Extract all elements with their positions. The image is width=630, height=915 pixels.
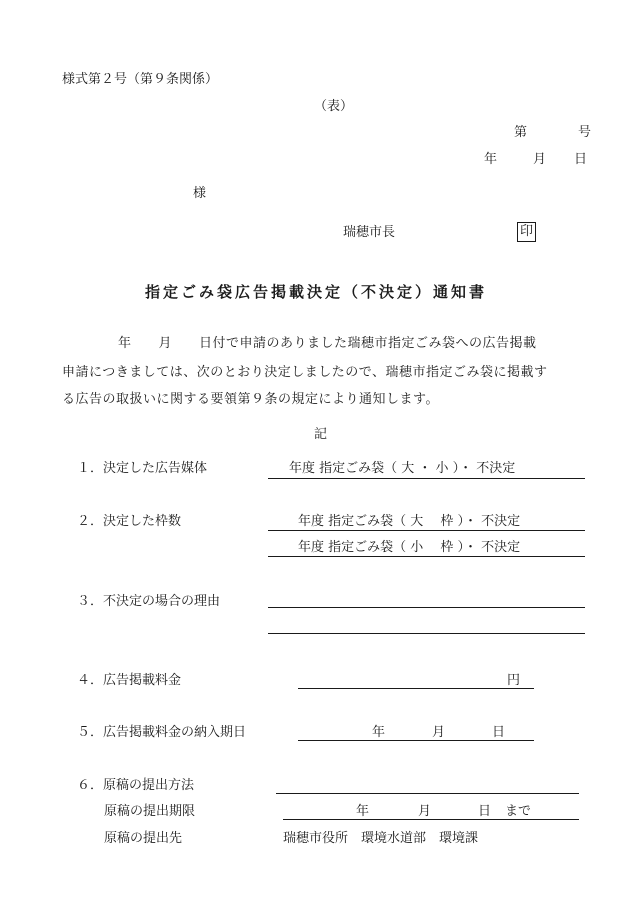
- item5-underline: [298, 740, 534, 741]
- item2-label: ２．決定した枠数: [77, 514, 182, 529]
- number-go: 号: [578, 125, 592, 140]
- item3-underline-2: [268, 633, 585, 634]
- issuer: 瑞穂市長: [343, 225, 396, 240]
- form-label: 様式第２号（第９条関係）: [62, 72, 219, 87]
- item6-deadline-day: 日: [478, 804, 492, 819]
- item6-deadline-until: まで: [505, 804, 532, 819]
- item6-destination-value: 瑞穂市役所 環境水道部 環境課: [283, 831, 479, 846]
- item4-underline: [298, 688, 534, 689]
- addressee-suffix: 様: [193, 186, 207, 201]
- item5-label: ５．広告掲載料金の納入期日: [77, 725, 247, 740]
- item3-label: ３．不決定の場合の理由: [77, 594, 221, 609]
- date-year: 年: [484, 152, 498, 167]
- item6-deadline-label: 原稿の提出期限: [104, 804, 196, 819]
- item2-underline-2: [268, 556, 585, 557]
- item5-day: 日: [492, 725, 506, 740]
- body-line-3: る広告の取扱いに関する要領第９条の規定により通知します。: [62, 392, 439, 407]
- seal-mark: 印: [517, 222, 536, 242]
- item3-underline-1: [268, 607, 585, 608]
- item6-label: ６．原稿の提出方法: [77, 778, 195, 793]
- item1-underline: [268, 478, 585, 479]
- date-month: 月: [533, 152, 547, 167]
- item2-value-small: 年度 指定ごみ袋（ 小 枠 ）・ 不決定: [298, 540, 521, 555]
- document-title: 指定ごみ袋広告掲載決定（不決定）通知書: [145, 283, 488, 301]
- item6-method-underline: [276, 793, 579, 794]
- item6-deadline-year: 年: [356, 804, 370, 819]
- body-line-2: 申請につきましては、次のとおり決定しましたので、瑞穂市指定ごみ袋に掲載す: [62, 365, 548, 380]
- item5-year: 年: [372, 725, 386, 740]
- item6-deadline-underline: [283, 819, 579, 820]
- item6-destination-label: 原稿の提出先: [104, 831, 183, 846]
- item4-unit: 円: [507, 673, 521, 688]
- item4-label: ４．広告掲載料金: [77, 673, 182, 688]
- item6-deadline-month: 月: [418, 804, 432, 819]
- body-line-1: 年 月 日付で申請のありました瑞穂市指定ごみ袋への広告掲載: [118, 336, 537, 351]
- number-dai: 第: [514, 125, 528, 140]
- side-label: （表）: [314, 99, 354, 114]
- ki-mark: 記: [314, 427, 328, 442]
- item1-value: 年度 指定ごみ袋（ 大 ・ 小 ）・ 不決定: [289, 461, 516, 476]
- item2-underline-1: [268, 530, 585, 531]
- item1-label: １．決定した広告媒体: [77, 461, 208, 476]
- item2-value-large: 年度 指定ごみ袋（ 大 枠 ）・ 不決定: [298, 514, 521, 529]
- item5-month: 月: [432, 725, 446, 740]
- date-day: 日: [574, 152, 588, 167]
